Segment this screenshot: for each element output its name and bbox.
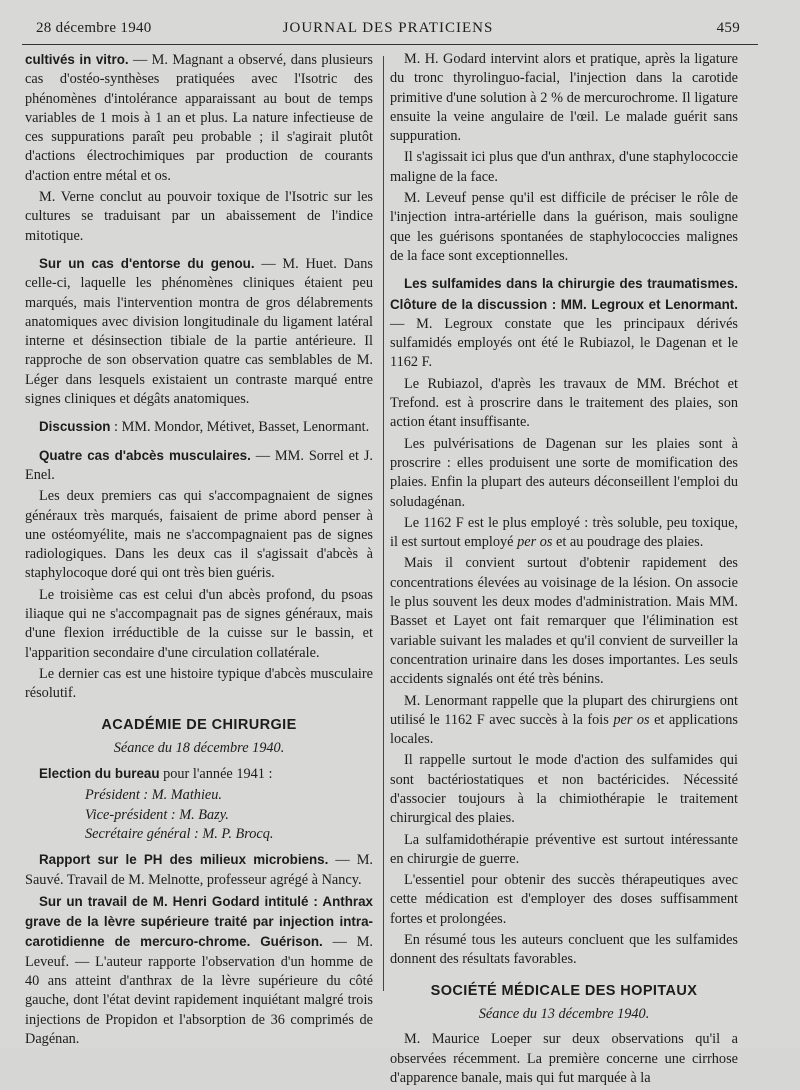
left-column: [25, 50, 373, 1051]
header-rule: [22, 44, 758, 45]
paragraph: L'essentiel pour obtenir des succès thérapeutiques avec cette médication est d'employer des doses suffisamment fortes et prolongées.: [390, 872, 738, 927]
paragraph: [390, 514, 738, 553]
section-title: SOCIÉTÉ MÉDICALE DES HOPITAUX: [430, 982, 698, 999]
paragraph: M. Leveuf pense qu'il est difficile de préciser le rôle de l'injection intra-artérielle dans la guérison, mais souligne que les guérisons spontanées de staphylococcies malignes de la face sont exceptionnelles.: [390, 190, 738, 264]
session-date: Séance du 18 décembre 1940.: [113, 739, 285, 756]
italic-term: per os: [517, 534, 553, 551]
paragraph: Il rappelle surtout le mode d'action des sulfamides qui sont bactériostatiques et non bactéricides. Nécessité d'associer toujours à la chimiothérapie le traitement chirurgical des plaies.: [390, 752, 738, 827]
paragraph: La sulfamidothérapie préventive est surtout intéressante en chirurgie de guerre.: [390, 831, 738, 867]
paragraph: Le dernier cas est une histoire typique d'abcès musculaire résolutif.: [25, 665, 373, 702]
paragraph-text: — M. Legroux constate que les principaux dérivés sulfamidés employés ont été le Rubiazol, le Dagenan et le 1162 F.: [390, 315, 738, 371]
paragraph-text: Le 1162 F est le plus employé : très soluble, peu toxique, il est surtout employé: [390, 514, 738, 551]
paragraph: [25, 254, 373, 409]
paragraph: [25, 446, 373, 486]
paragraph: Mais il convient surtout d'obtenir rapidement des concentrations élevées au voisinage de la lésion. On associe le plus souvent les deux modes d'administration. Mais MM. Basset et Layet ont fait remarquer que l'élimination est variable suivant les malades et qu'il convient de surveiller la concentration urinaire dans les doses importantes. Les seuls accidents signalés ont été très bénins.: [390, 555, 738, 688]
paragraph-text: — M. Sauvé. Travail de M. Melnotte, professeur agrégé à Nancy.: [25, 852, 373, 888]
page-header: [36, 20, 740, 42]
header-date: 28 décembre 1940: [36, 20, 152, 36]
paragraph-text: — MM. Sorrel et J. Enel.: [25, 447, 374, 483]
bureau-president: Président : M. Mathieu.: [85, 787, 222, 804]
paragraph-heading: Discussion: [39, 419, 111, 435]
paragraph-text: pour l'année 1941 :: [159, 766, 273, 783]
paragraph-text: — M. Leveuf. — L'auteur rapporte l'observation d'un homme de 40 ans atteint d'anthrax de la lèvre supérieure du côté gauche, dont l'état devint rapidement inquiétant malgré trois injections de Propidon et l'absorption de 36 comprimés de Dagénan.: [25, 934, 374, 1047]
paragraph-text: et au poudrage des plaies.: [552, 534, 704, 551]
paragraph: Le troisième cas est celui d'un abcès profond, du psoas iliaque qui ne s'accompagnait pas de signes généraux, mais d'une flexion irréductible de la cuisse sur le bassin, et l'apparition secondaire d'une circulation collatérale.: [25, 586, 373, 661]
paragraph: Les deux premiers cas qui s'accompagnaient de signes généraux très marqués, faisaient de prime abord penser à une ostéomyélite, mais ne s'accompagnaient pas de signes radiologiques. Dans les deux cas il s'agissait d'abcès à staphylocoque doré qui ont très bien guéris.: [25, 488, 373, 582]
paragraph-heading: Sur un cas d'entorse du genou.: [39, 255, 255, 271]
paragraph: M. Maurice Loeper sur deux observations qu'il a observées récemment. La première concerne une cirrhose d'apparence banale, mais qui fut marquée à la: [390, 1031, 738, 1086]
paragraph-text: — M. Huet. Dans celle-ci, laquelle les phénomènes cliniques étaient peu marqués, mais l'intervention montra de gros délabrements anatomiques avec division longitudinale du ligament latéral interne et désinsection tibiale de la partie antérieure. Il rapproche de son observation quatre cas semblables de M. Léger dans lesquels existaient un contraste marqué entre signes cliniques et dégâts anatomiques.: [25, 255, 373, 408]
right-column: [390, 50, 738, 1090]
header-journal-title: JOURNAL DES PRATICIENS: [282, 20, 494, 36]
paragraph: [25, 892, 373, 1049]
bureau-vice-president: Vice-président : M. Bazy.: [85, 806, 229, 823]
paragraph-text: M. Lenormant rappelle que la plupart des chirurgiens ont utilisé le 1162 F avec succès à la fois: [390, 692, 738, 728]
header-page-number: 459: [716, 20, 740, 36]
paragraph-heading: Les sulfamides dans la chirurgie des traumatismes. Clôture de la discussion : MM. Legroux et Lenormant.: [390, 276, 738, 312]
paragraph: [390, 274, 738, 372]
paragraph: Le Rubiazol, d'après les travaux de MM. Bréchot et Trefond. est à proscrire dans le traitement des plaies, son action étant insuffisante.: [390, 375, 738, 431]
paragraph: M. H. Godard intervint alors et pratique, après la ligature du tronc thyrolinguo-facial, l'injection dans la carotide primitive d'une solution à 2 % de mercurochrome. Il ligature ensuite la veine angulaire de l'œil. Le malade guérit sans suppuration.: [390, 51, 738, 145]
italic-term: per os: [613, 711, 650, 728]
section-title: ACADÉMIE DE CHIRURGIE: [101, 716, 297, 733]
paragraph-heading: cultivés in vitro.: [25, 52, 129, 67]
paragraph: [25, 50, 373, 186]
paragraph-heading: Sur un travail de M. Henri Godard intitulé : Anthrax grave de la lèvre supérieure traité par injection intra-carotidienne de mercuro-chrome. Guérison.: [25, 893, 373, 950]
paragraph: Les pulvérisations de Dagenan sur les plaies sont à proscrire : elles produisent une sorte de momification des plaies. Enfin la plupart des auteurs déconseillent l'emploi du soludagénan.: [390, 435, 738, 510]
session-date: Séance du 13 décembre 1940.: [478, 1005, 650, 1022]
paragraph: En résumé tous les auteurs concluent que les sulfamides donnent des résultats favorables.: [390, 932, 738, 968]
paragraph-heading: Election du bureau: [39, 766, 160, 782]
column-divider: [383, 56, 384, 991]
paragraph-heading: Rapport sur le PH des milieux microbiens.: [39, 852, 329, 868]
paragraph: Il s'agissait ici plus que d'un anthrax, d'une staphylococcie maligne de la face.: [390, 149, 738, 185]
paragraph-heading: Quatre cas d'abcès musculaires.: [39, 447, 251, 463]
bureau-secretaire: Secrétaire général : M. P. Brocq.: [85, 825, 274, 842]
paragraph-text: — M. Magnant a observé, dans plusieurs cas d'ostéo-synthèses pratiquées avec l'Isotric des phénomènes d'intolérance apparaissant au bout de temps variables de 1 mois à 1 an et plus. La nature infectieuse de ces suppurations paraît peu probable ; il s'agirait plutôt d'actions électrochimiques par production de courants d'action entre métal et os.: [25, 52, 373, 184]
paragraph: [390, 692, 738, 750]
paragraph: [25, 850, 373, 890]
paragraph: M. Verne conclut au pouvoir toxique de l'Isotric sur les cultures se traduisant par un abaissement de l'indice mitotique.: [25, 189, 373, 244]
paragraph-text: et applications locales.: [390, 711, 738, 748]
paragraph: [25, 417, 373, 437]
paragraph: [25, 764, 373, 784]
paragraph-text: : MM. Mondor, Métivet, Basset, Lenormant.: [110, 419, 370, 436]
